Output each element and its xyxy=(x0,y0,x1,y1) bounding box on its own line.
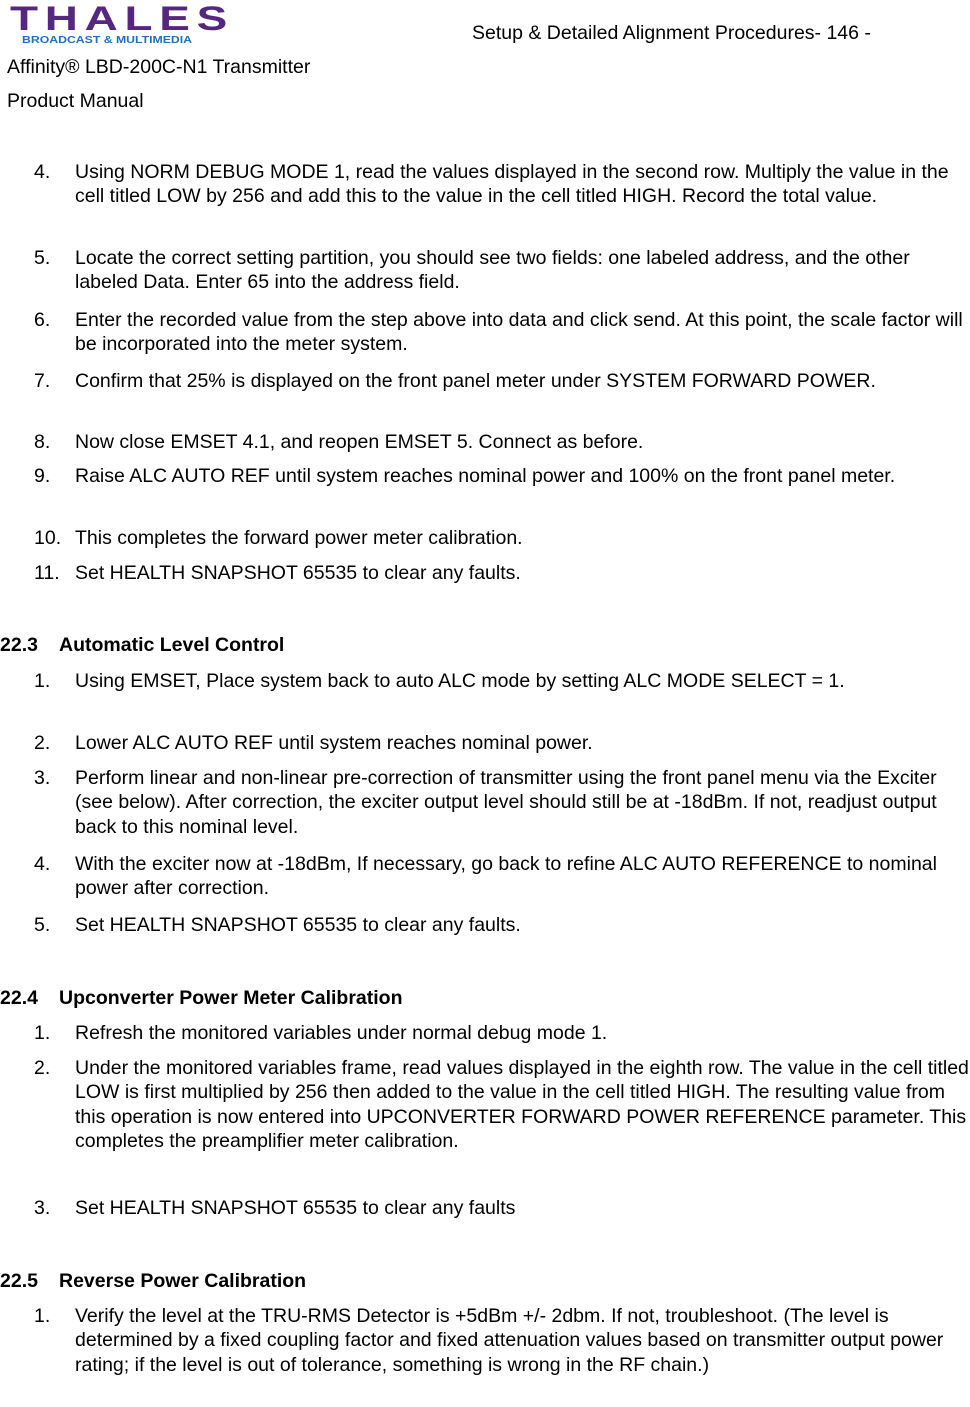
list-item-text: Enter the recorded value from the step above into data and click send. At this point, the scale factor will be incorporated into the meter system. xyxy=(75,309,963,356)
list-item xyxy=(34,766,970,839)
list-item-text: Set HEALTH SNAPSHOT 65535 to clear any faults. xyxy=(75,914,521,936)
list-item-number: 2. xyxy=(34,1057,51,1079)
list-item-number: 1. xyxy=(34,1022,51,1044)
list-item-number: 4. xyxy=(34,161,51,183)
list-item xyxy=(34,1304,970,1377)
list-item-number: 1. xyxy=(34,670,51,692)
list-item-text: Lower ALC AUTO REF until system reaches nominal power. xyxy=(75,732,593,754)
list-item-text: Confirm that 25% is displayed on the front panel meter under SYSTEM FORWARD POWER. xyxy=(75,370,876,392)
list-item-number: 6. xyxy=(34,309,51,331)
list-item-number: 10. xyxy=(34,527,62,549)
list-item-text: Using EMSET, Place system back to auto ALC mode by setting ALC MODE SELECT = 1. xyxy=(75,670,845,692)
list-item-text: Now close EMSET 4.1, and reopen EMSET 5. Connect as before. xyxy=(75,431,644,453)
list-item-text: Using NORM DEBUG MODE 1, read the values displayed in the second row. Multiply the value in the cell titled LOW by 256 and add this to the value in the cell titled HIGH. Record the total value. xyxy=(75,161,949,208)
list-item-number: 5. xyxy=(34,914,51,936)
thales-logo xyxy=(8,2,240,46)
list-item-number: 8. xyxy=(34,431,51,453)
list-item xyxy=(34,731,970,755)
list-item-number: 3. xyxy=(34,767,51,789)
header-doc-type: Product Manual xyxy=(7,90,144,112)
running-header xyxy=(472,22,871,45)
section-title: Automatic Level Control xyxy=(59,634,285,656)
list-item-number: 11. xyxy=(34,562,60,584)
section-number: 22.4 xyxy=(0,987,38,1009)
header-section-title: Setup & Detailed Alignment Procedures xyxy=(472,22,815,44)
list-item-text: Verify the level at the TRU-RMS Detector is +5dBm +/- 2dbm. If not, troubleshoot. (The level is determined by a fixed coupling factor and fixed attenuation values based on transmitter output power rating; if the level is out of tolerance, something is wrong in the RF chain.) xyxy=(75,1305,944,1376)
list-item-text: Perform linear and non-linear pre-correction of transmitter using the front panel menu via the Exciter (see below). After correction, the exciter output level should still be at -18dBm. If not, readjust output back to this nominal level. xyxy=(75,767,937,838)
section-number: 22.5 xyxy=(0,1270,38,1292)
list-item-text: Raise ALC AUTO REF until system reaches nominal power and 100% on the front panel meter. xyxy=(75,465,896,487)
list-item xyxy=(34,464,970,488)
section-number: 22.3 xyxy=(0,634,38,656)
list-item-text: With the exciter now at -18dBm, If necessary, go back to refine ALC AUTO REFERENCE to nominal power after correction. xyxy=(75,853,937,900)
list-item-text: Set HEALTH SNAPSHOT 65535 to clear any faults. xyxy=(75,562,521,584)
list-item xyxy=(34,160,970,209)
list-item xyxy=(34,308,970,357)
list-item xyxy=(34,1056,970,1154)
list-item xyxy=(34,1021,970,1045)
section-title: Reverse Power Calibration xyxy=(59,1270,307,1292)
list-item xyxy=(34,669,970,693)
list-item-text: Under the monitored variables frame, read values displayed in the eighth row. The value in the cell titled LOW is first multiplied by 256 then added to the value in the cell titled HIGH. The resulting value from this operation is now entered into UPCONVERTER FORWARD POWER REFERENCE parameter. This completes the preamplifier meter calibration. xyxy=(75,1057,969,1153)
list-item xyxy=(34,430,970,454)
logo-tagline: BROADCAST & MULTIMEDIA xyxy=(22,35,192,46)
list-item xyxy=(34,369,970,393)
list-item-number: 3. xyxy=(34,1197,51,1219)
list-item xyxy=(34,1196,970,1220)
list-item-text: Locate the correct setting partition, you should see two fields: one labeled address, and the other labeled Data. Enter 65 into the address field. xyxy=(75,247,910,294)
logo-wordmark: THALES xyxy=(10,2,234,38)
header-product-line: Affinity® LBD-200C-N1 Transmitter xyxy=(7,56,311,78)
list-item-number: 1. xyxy=(34,1305,51,1327)
section-title: Upconverter Power Meter Calibration xyxy=(59,987,403,1009)
list-item-number: 5. xyxy=(34,247,51,269)
list-item-number: 2. xyxy=(34,732,51,754)
list-item-number: 9. xyxy=(34,465,51,487)
list-item-text: Refresh the monitored variables under normal debug mode 1. xyxy=(75,1022,608,1044)
list-item xyxy=(34,852,970,901)
list-item xyxy=(34,913,970,937)
list-item xyxy=(34,561,970,585)
list-item-text: This completes the forward power meter calibration. xyxy=(75,527,523,549)
list-item-number: 7. xyxy=(34,370,51,392)
page-number: - 146 - xyxy=(814,22,871,44)
list-item-text: Set HEALTH SNAPSHOT 65535 to clear any faults xyxy=(75,1197,516,1219)
list-item xyxy=(34,526,970,550)
list-item-number: 4. xyxy=(34,853,51,875)
list-item xyxy=(34,246,970,295)
